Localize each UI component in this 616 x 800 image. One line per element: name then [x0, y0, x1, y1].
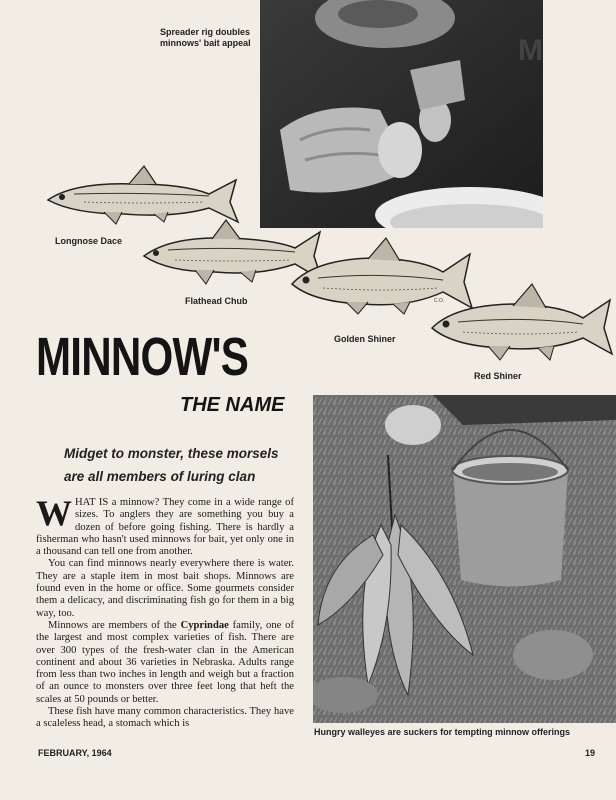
article-body: [36, 497, 294, 747]
top-caption-line-1: Spreader rig doubles: [160, 27, 251, 37]
red-shiner-illustration: [428, 282, 614, 362]
longnose-dace-label: Longnose Dace: [55, 236, 123, 246]
page-number: 19: [585, 748, 596, 758]
drop-cap: W: [36, 497, 72, 533]
paragraph-3-text-a: Minnows are members of the: [48, 619, 181, 631]
svg-text:C.O.: C.O.: [434, 298, 445, 304]
paragraph-1: [36, 497, 294, 558]
svg-text:M: M: [518, 34, 543, 67]
article-subtitle: THE NAME: [180, 394, 285, 416]
family-name: Cyprindae: [180, 619, 229, 631]
bottom-photo-caption: Hungry walleyes are suckers for tempting minnow offerings: [314, 727, 571, 737]
issue-date: FEBRUARY, 1964: [38, 748, 112, 758]
walleyes-photo: [313, 395, 616, 723]
longnose-dace-illustration: [44, 162, 240, 226]
paragraph-3: [36, 620, 294, 706]
flathead-chub-label: Flathead Chub: [185, 296, 248, 306]
golden-shiner-label: Golden Shiner: [334, 334, 396, 344]
spreader-rig-photo: [260, 0, 543, 228]
paragraph-3-text-b: family, one of the largest and most complex varieties of fish. There are over 300 types of the fresh-water clan in the American continent and about 36 varieties in Nebraska. Adults range from less than two inches in length and weigh but a fraction of an ounce to monsters over three feet long that heft the scales at 50 pounds or better.: [36, 619, 294, 705]
paragraph-2: You can find minnows nearly everywhere there is water. They are a staple item in most bait shops. Minnows are found even in the home or office. Some gourmets consider them a delicacy, and discriminating fish go for them in a big way, too.: [36, 558, 294, 619]
red-shiner-label: Red Shiner: [474, 371, 522, 381]
top-caption-line-2: minnows' bait appeal: [160, 38, 251, 48]
paragraph-4: These fish have many common characteristics. They have a scaleless head, a stomach which is: [36, 706, 294, 730]
article-title: MINNOW'S: [36, 327, 249, 387]
paragraph-1-text: HAT IS a minnow? They come in a wide range of sizes. To anglers they are something you buy a dozen of before going fishing. There is hardly a fisherman who hasn't used minnows for bait, yet only one in a thousand can tell one from another.: [36, 497, 294, 558]
top-photo-caption: [160, 27, 256, 49]
deck-line-2: are all members of luring clan: [64, 469, 256, 484]
deck-line-1: Midget to monster, these morsels: [64, 446, 279, 461]
article-deck: [64, 442, 304, 488]
